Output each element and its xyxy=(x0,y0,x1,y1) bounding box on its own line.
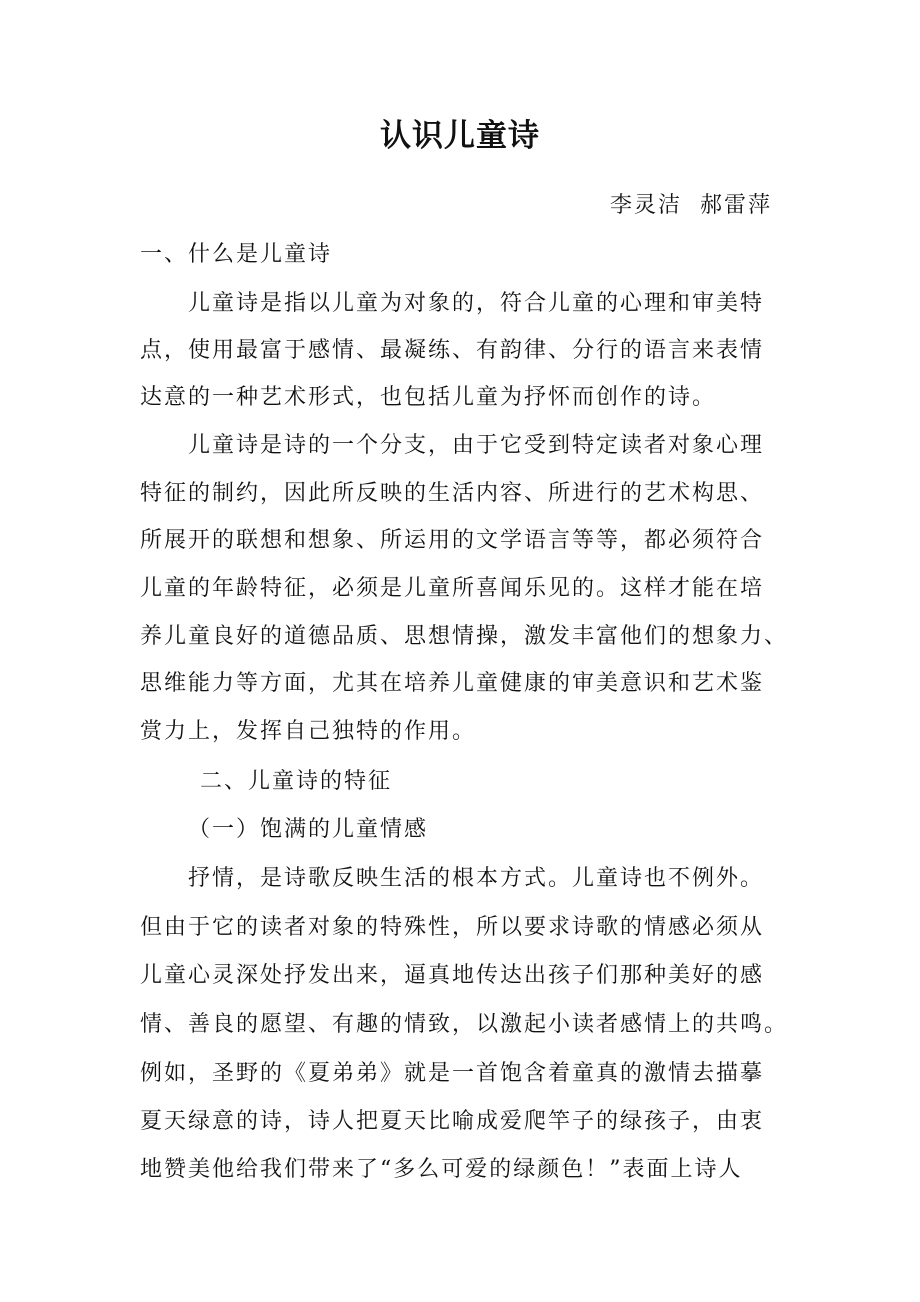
authors: 李灵洁 郝雷萍 xyxy=(610,193,772,218)
paragraph-line: 夏天绿意的诗，诗人把夏天比喻成爱爬竿子的绿孩子，由衷 xyxy=(140,1109,765,1134)
paragraph-line: 赏力上，发挥自己独特的作用。 xyxy=(140,719,477,744)
paragraph-line: 特征的制约，因此所反映的生活内容、所进行的艺术构思、 xyxy=(140,481,765,506)
paragraph-line: 点，使用最富于感情、最凝练、有韵律、分行的语言来表情 xyxy=(140,338,765,363)
paragraph-line: 儿童诗是诗的一个分支，由于它受到特定读者对象心理 xyxy=(188,433,765,458)
paragraph-line: 儿童的年龄特征，必须是儿童所喜闻乐见的。这样才能在培 xyxy=(140,576,765,601)
paragraph-line: 所展开的联想和想象、所运用的文学语言等等，都必须符合 xyxy=(140,528,765,553)
page-title: 认识儿童诗 xyxy=(380,118,540,154)
section-heading-2: 二、儿童诗的特征 xyxy=(200,769,393,794)
section-heading-1: 一、什么是儿童诗 xyxy=(140,242,333,267)
paragraph-line: 例如，圣野的《夏弟弟》就是一首饱含着童真的激情去描摹 xyxy=(140,1061,765,1086)
subsection-heading: （一）饱满的儿童情感 xyxy=(188,817,429,842)
paragraph-line: 达意的一种艺术形式，也包括儿童为抒怀而创作的诗。 xyxy=(140,385,717,410)
paragraph-line: 但由于它的读者对象的特殊性，所以要求诗歌的情感必须从 xyxy=(140,915,765,940)
paragraph-line: 情、善良的愿望、有趣的情致，以激起小读者感情上的共鸣。 xyxy=(140,1012,789,1037)
paragraph-line: 思维能力等方面，尤其在培养儿童健康的审美意识和艺术鉴 xyxy=(140,671,765,696)
paragraph-line: 儿童诗是指以儿童为对象的，符合儿童的心理和审美特 xyxy=(188,291,765,316)
paragraph-line: 养儿童良好的道德品质、思想情操，激发丰富他们的想象力、 xyxy=(140,624,789,649)
paragraph-line: 地赞美他给我们带来了“多么可爱的绿颜色！”表面上诗人 xyxy=(140,1157,743,1182)
paragraph-line: 儿童心灵深处抒发出来，逼真地传达出孩子们那种美好的感 xyxy=(140,963,765,988)
paragraph-line: 抒情，是诗歌反映生活的根本方式。儿童诗也不例外。 xyxy=(188,866,765,891)
